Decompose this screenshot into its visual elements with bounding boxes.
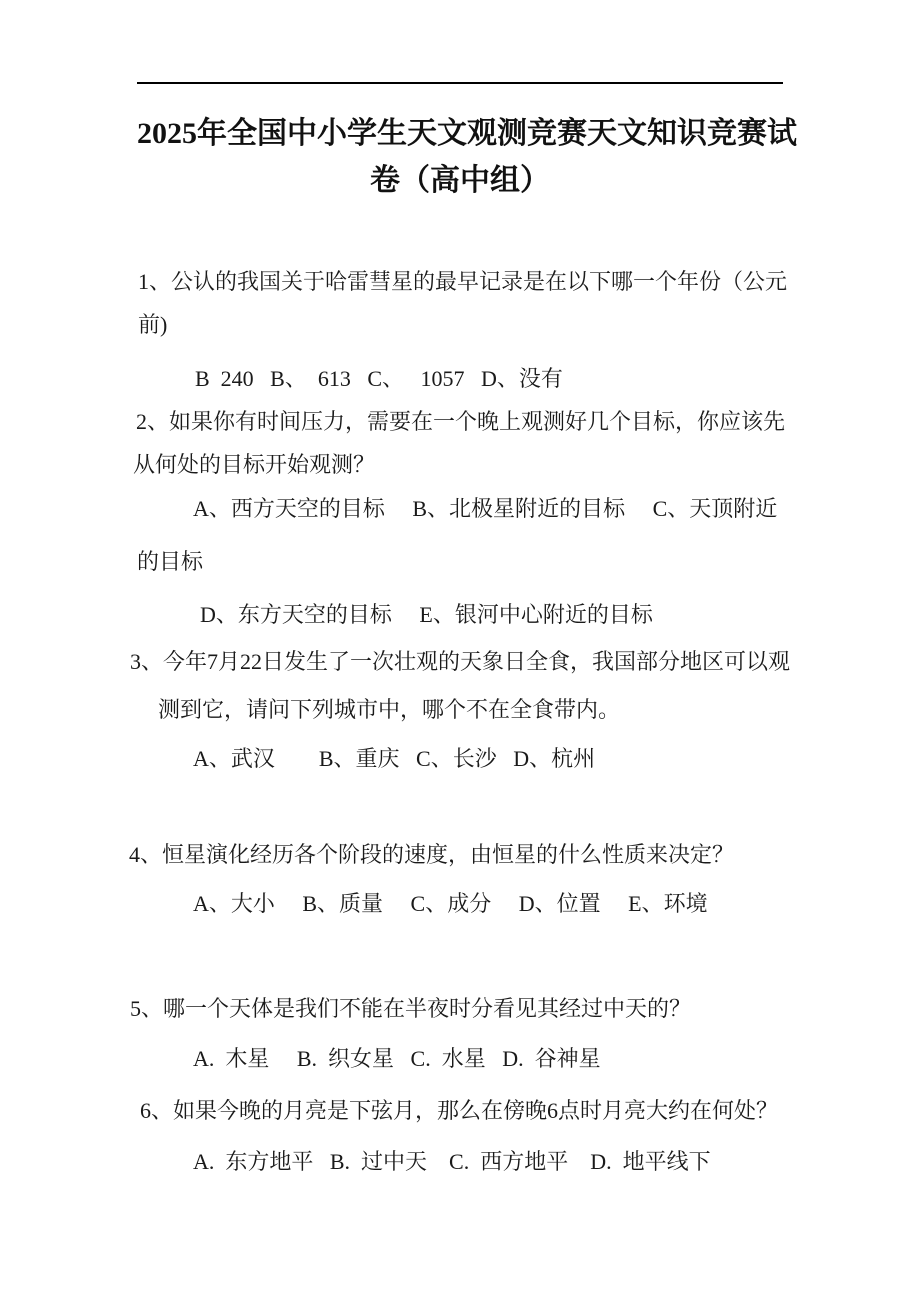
question-3-stem-line-1: 3、今年7月22日发生了一次壮观的天象日全食，我国部分地区可以观 xyxy=(130,649,791,674)
question-6-stem-line-1: 6、如果今晚的月亮是下弦月，那么在傍晚6点时月亮大约在何处？ xyxy=(140,1098,779,1123)
question-2-options-line-3: D、东方天空的目标 E、银河中心附近的目标 xyxy=(200,602,653,627)
question-4-stem-line-1: 4、恒星演化经历各个阶段的速度，由恒星的什么性质来决定？ xyxy=(129,842,735,867)
question-2-stem-line-2: 从何处的目标开始观测？ xyxy=(133,452,376,477)
question-2-options-line-1: A、西方天空的目标 B、北极星附近的目标 C、天顶附近 xyxy=(193,496,778,521)
question-2-stem-line-1: 2、如果你有时间压力，需要在一个晚上观测好几个目标，你应该先 xyxy=(136,409,786,434)
question-2-options-line-2: 的目标 xyxy=(137,549,204,574)
question-3-stem-line-2: 测到它，请问下列城市中，哪个不在全食带内。 xyxy=(158,697,621,722)
document-title-line-1: 2025年全国中小学生天文观测竞赛天文知识竞赛试 xyxy=(137,117,797,150)
question-5-stem-line-1: 5、哪一个天体是我们不能在半夜时分看见其经过中天的？ xyxy=(130,996,692,1021)
question-3-options-line-1: A、武汉 B、重庆 C、长沙 D、杭州 xyxy=(193,746,596,771)
question-5-options-line-1: A. 木星 B. 织女星 C. 水星 D. 谷神星 xyxy=(193,1046,601,1071)
document-title-line-2: 卷（高中组） xyxy=(370,164,550,197)
question-1-stem-line-2: 前) xyxy=(138,312,168,337)
question-1-stem-line-1: 1、公认的我国关于哈雷彗星的最早记录是在以下哪一个年份（公元 xyxy=(138,269,788,294)
question-6-options-line-1: A. 东方地平 B. 过中天 C. 西方地平 D. 地平线下 xyxy=(193,1149,711,1174)
question-4-options-line-1: A、大小 B、质量 C、成分 D、位置 E、环境 xyxy=(193,891,708,916)
header-rule xyxy=(137,82,783,84)
question-1-options-line-1: B 240 B、 613 C、 1057 D、没有 xyxy=(195,366,563,391)
